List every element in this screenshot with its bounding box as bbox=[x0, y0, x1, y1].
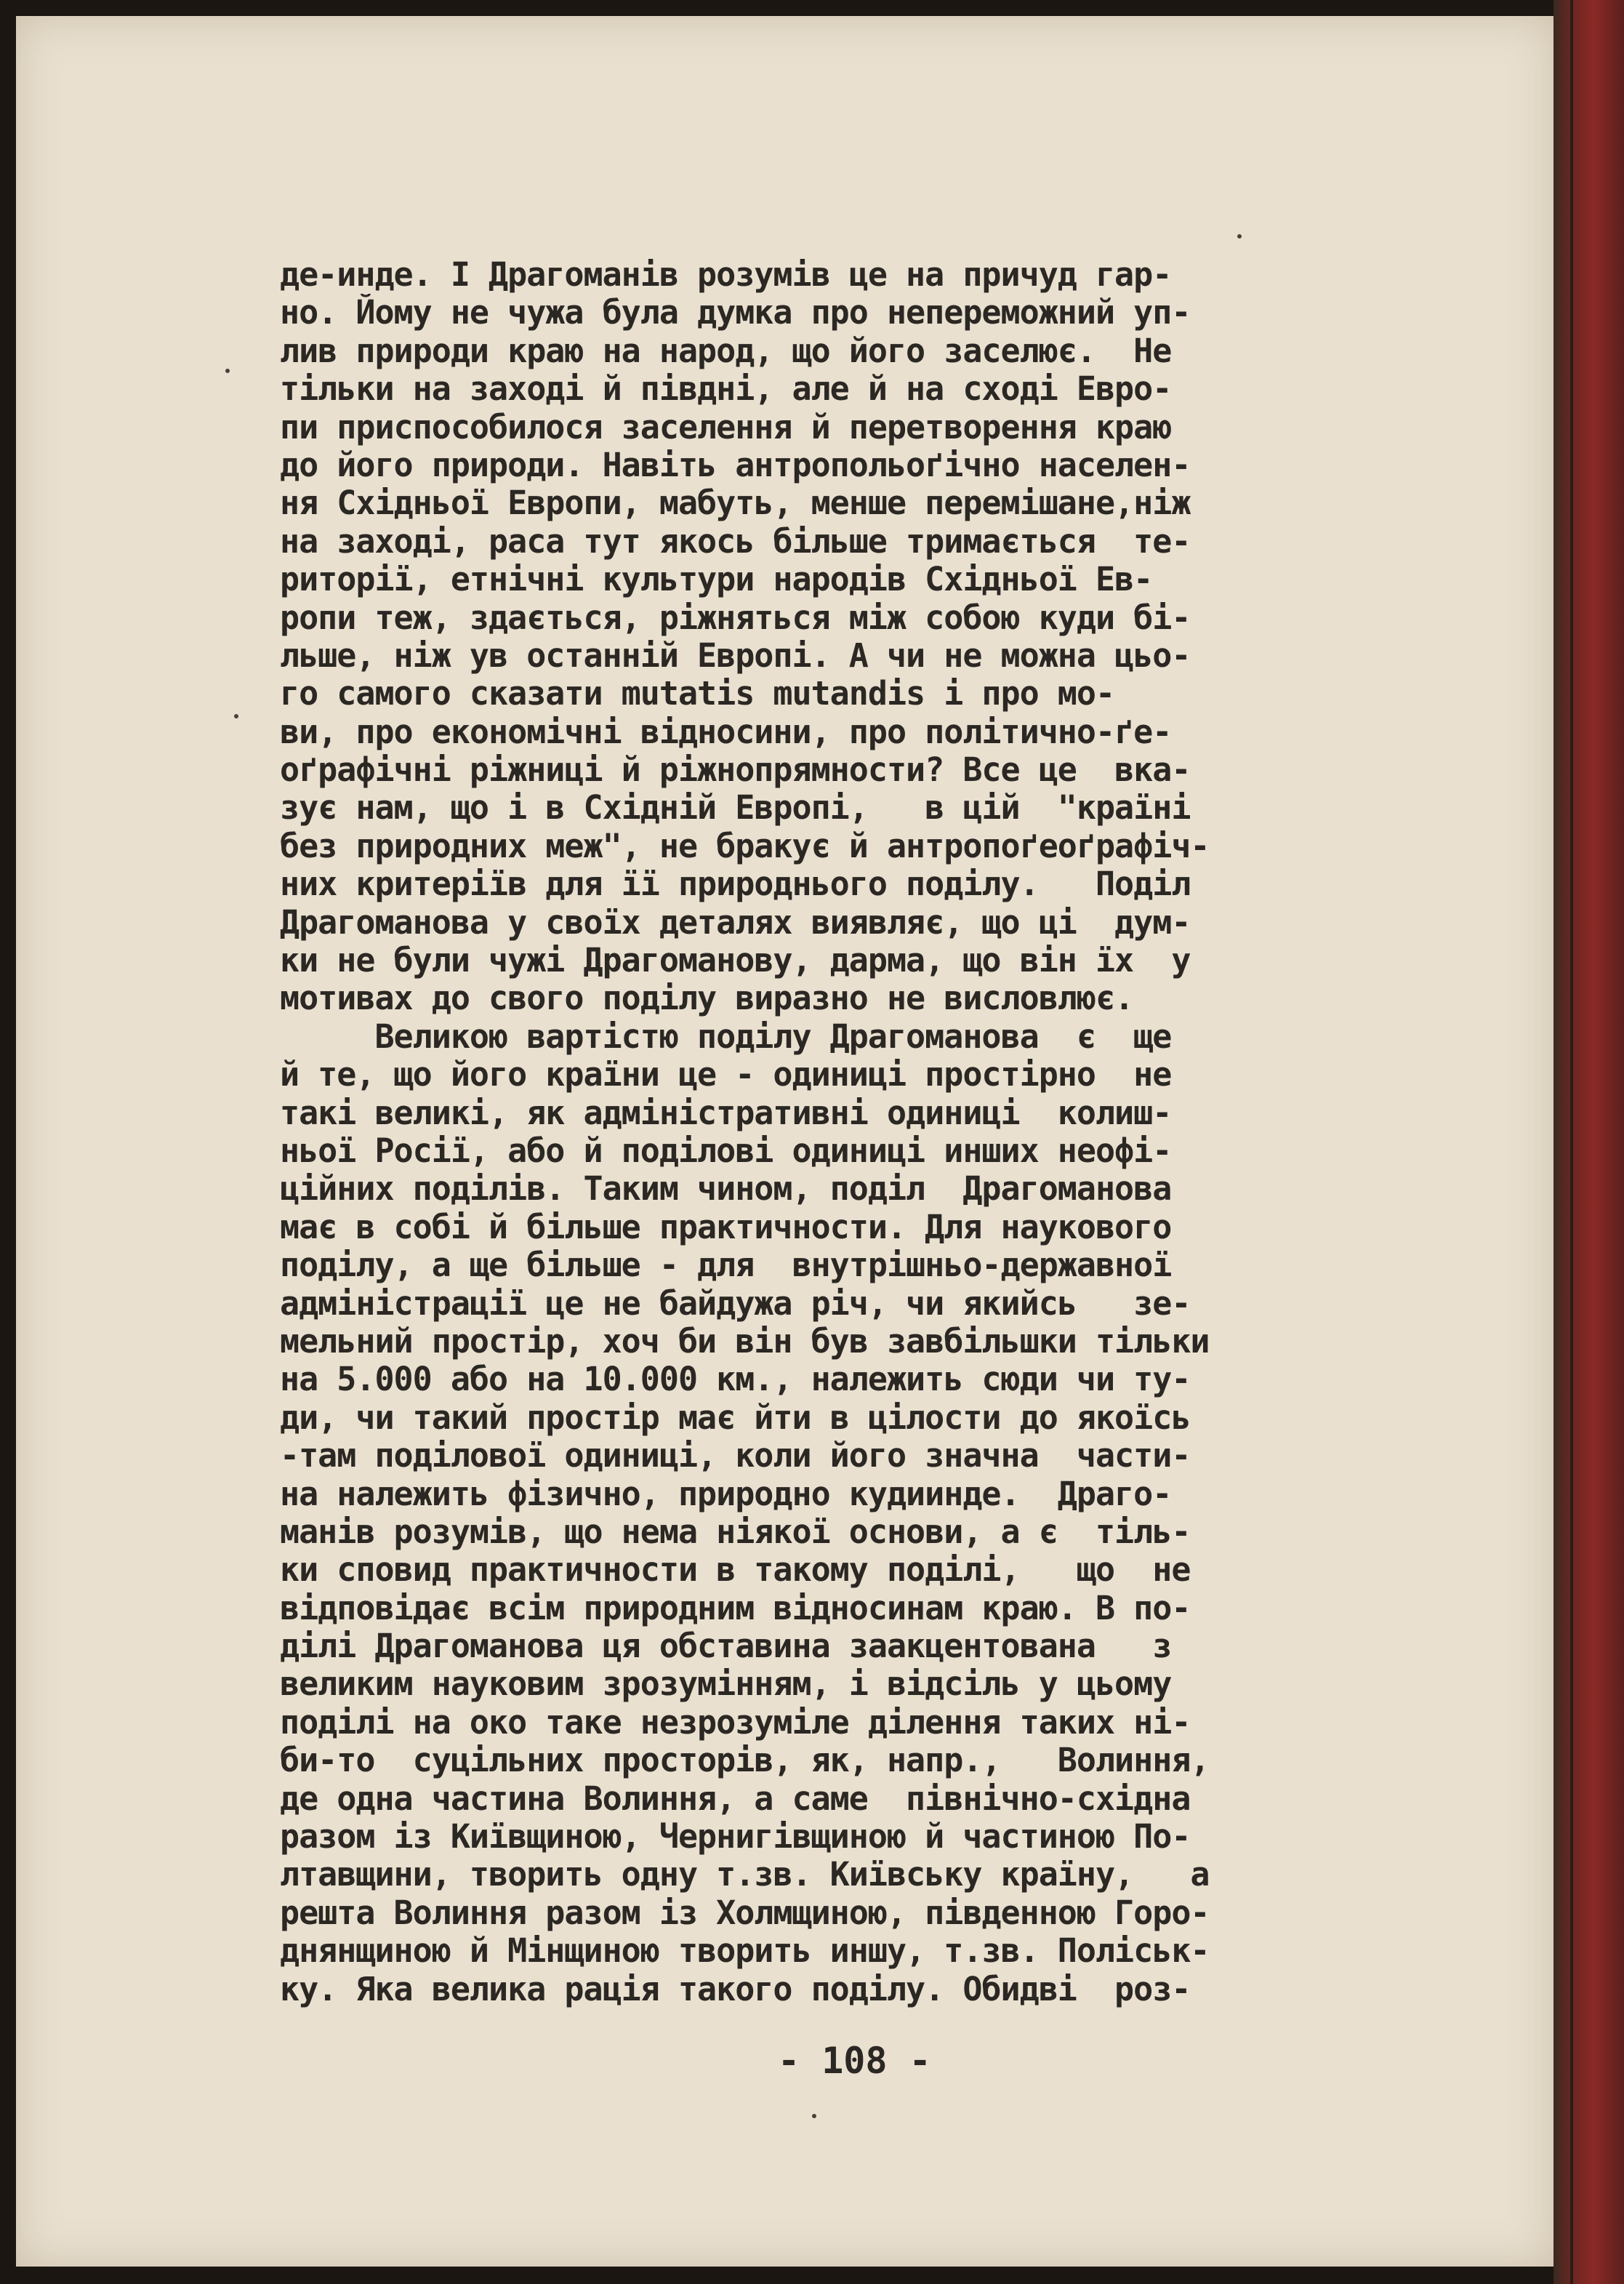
text-line: мотивах до свого поділу виразно не висловлює. bbox=[280, 979, 1134, 1018]
text-line: поділі на око таке незрозуміле ділення таких ні- bbox=[280, 1703, 1191, 1742]
text-line: манів розумів, що нема ніякої основи, а є тіль- bbox=[280, 1512, 1191, 1551]
text-line: ди, чи такий простір має йти в цілости до якоїсь bbox=[280, 1398, 1191, 1437]
page-number: - 108 - bbox=[778, 2040, 931, 2082]
text-line: днянщиною й Мінщиною творить иншу, т.зв. Поліськ- bbox=[280, 1932, 1210, 1971]
text-line: на 5.000 або на 10.000 км., належить сюди чи ту- bbox=[280, 1361, 1191, 1399]
text-line: на заході, раса тут якось більше тримається те- bbox=[280, 522, 1191, 561]
text-line: пи приспособилося заселення й перетворення краю bbox=[280, 408, 1172, 446]
paper-speck bbox=[225, 369, 230, 373]
text-line: ропи теж, здається, ріжняться між собою куди бі- bbox=[280, 598, 1191, 637]
paper-speck bbox=[234, 714, 238, 718]
text-line: на належить фізично, природно кудиинде. Драго- bbox=[280, 1475, 1172, 1513]
text-line: ку. Яка велика рація такого поділу. Обидві роз- bbox=[280, 1970, 1191, 2008]
text-line: оґрафічні ріжниці й ріжнопрямности? Все це вка- bbox=[280, 751, 1191, 790]
text-line: ційних поділів. Таким чином, поділ Драгоманова bbox=[280, 1170, 1172, 1209]
text-line: них критеріїв для її природнього поділу. Поділ bbox=[280, 865, 1191, 904]
text-line: ньої Росії, або й поділові одиниці инших неофі- bbox=[280, 1131, 1172, 1170]
text-line: ви, про економічні відносини, про політично-ґе- bbox=[280, 713, 1172, 751]
text-line: риторії, етнічні культури народів Східньої Ев- bbox=[280, 561, 1153, 599]
text-line: мельний простір, хоч би він був завбільшки тільки bbox=[280, 1322, 1210, 1361]
text-line: поділу, а ще більше - для внутрішньо-державної bbox=[280, 1246, 1172, 1285]
text-line: льше, ніж ув останній Европі. А чи не можна цьо- bbox=[280, 636, 1191, 675]
text-line: зує нам, що і в Східній Европі, в цій "країні bbox=[280, 789, 1191, 828]
paper-speck bbox=[812, 2114, 816, 2118]
text-line: ки не були чужі Драгоманову, дарма, що він їх у bbox=[280, 942, 1191, 980]
text-line: би-то суцільних просторів, як, напр., Волиння, bbox=[280, 1742, 1210, 1780]
typewritten-text-block bbox=[280, 256, 1443, 2008]
text-line: такі великі, як адміністративні одиниці колиш- bbox=[280, 1094, 1172, 1132]
text-line: но. Йому не чужа була думка про непереможний уп- bbox=[280, 294, 1191, 332]
text-line: -там поділової одиниці, коли його значна части- bbox=[280, 1437, 1191, 1475]
text-line: Драгоманова у своїх деталях виявляє, що ці дум- bbox=[280, 903, 1191, 942]
spine-edge bbox=[1570, 0, 1573, 2284]
paper-speck bbox=[1237, 234, 1242, 239]
text-line: разом із Київщиною, Чернигівщиною й частиною По- bbox=[280, 1818, 1191, 1856]
text-line: великим науковим зрозумінням, і відсіль у цьому bbox=[280, 1665, 1172, 1704]
text-line: ки сповид практичности в такому поділі, що не bbox=[280, 1551, 1191, 1590]
text-line: має в собі й більше практичности. Для наукового bbox=[280, 1208, 1172, 1246]
text-line: до його природи. Навіть антропольоґічно населен- bbox=[280, 446, 1191, 484]
text-line: де-инде. I Драгоманів розумів це на причуд гар- bbox=[280, 256, 1172, 294]
text-line: решта Волиння разом із Холмщиною, південною Горо- bbox=[280, 1894, 1210, 1932]
text-line: адміністрації це не байдужа річ, чи якийсь зе- bbox=[280, 1284, 1191, 1323]
text-line: де одна частина Волиння, а саме північно-східна bbox=[280, 1779, 1191, 1818]
text-line: без природних меж", не бракує й антропоґеоґрафіч- bbox=[280, 827, 1210, 865]
text-line: й те, що його країни це - одиниці простірно не bbox=[280, 1056, 1172, 1094]
book-spine bbox=[1553, 0, 1624, 2284]
text-line: тільки на заході й півдні, але й на сході Евро- bbox=[280, 370, 1172, 409]
text-line: лтавщини, творить одну т.зв. Київську країну, а bbox=[280, 1856, 1210, 1894]
text-line: Великою вартістю поділу Драгоманова є ще bbox=[280, 1017, 1172, 1056]
text-line: го самого сказати mutatis mutandis і про мо- bbox=[280, 675, 1115, 713]
text-line: відповідає всім природним відносинам краю. В по- bbox=[280, 1589, 1191, 1627]
text-line: ділі Драгоманова ця обставина заакцентована з bbox=[280, 1627, 1172, 1666]
text-line: ня Східньої Европи, мабуть, менше перемішане,ніж bbox=[280, 484, 1191, 523]
text-line: лив природи краю на народ, що його заселює. Не bbox=[280, 332, 1172, 370]
